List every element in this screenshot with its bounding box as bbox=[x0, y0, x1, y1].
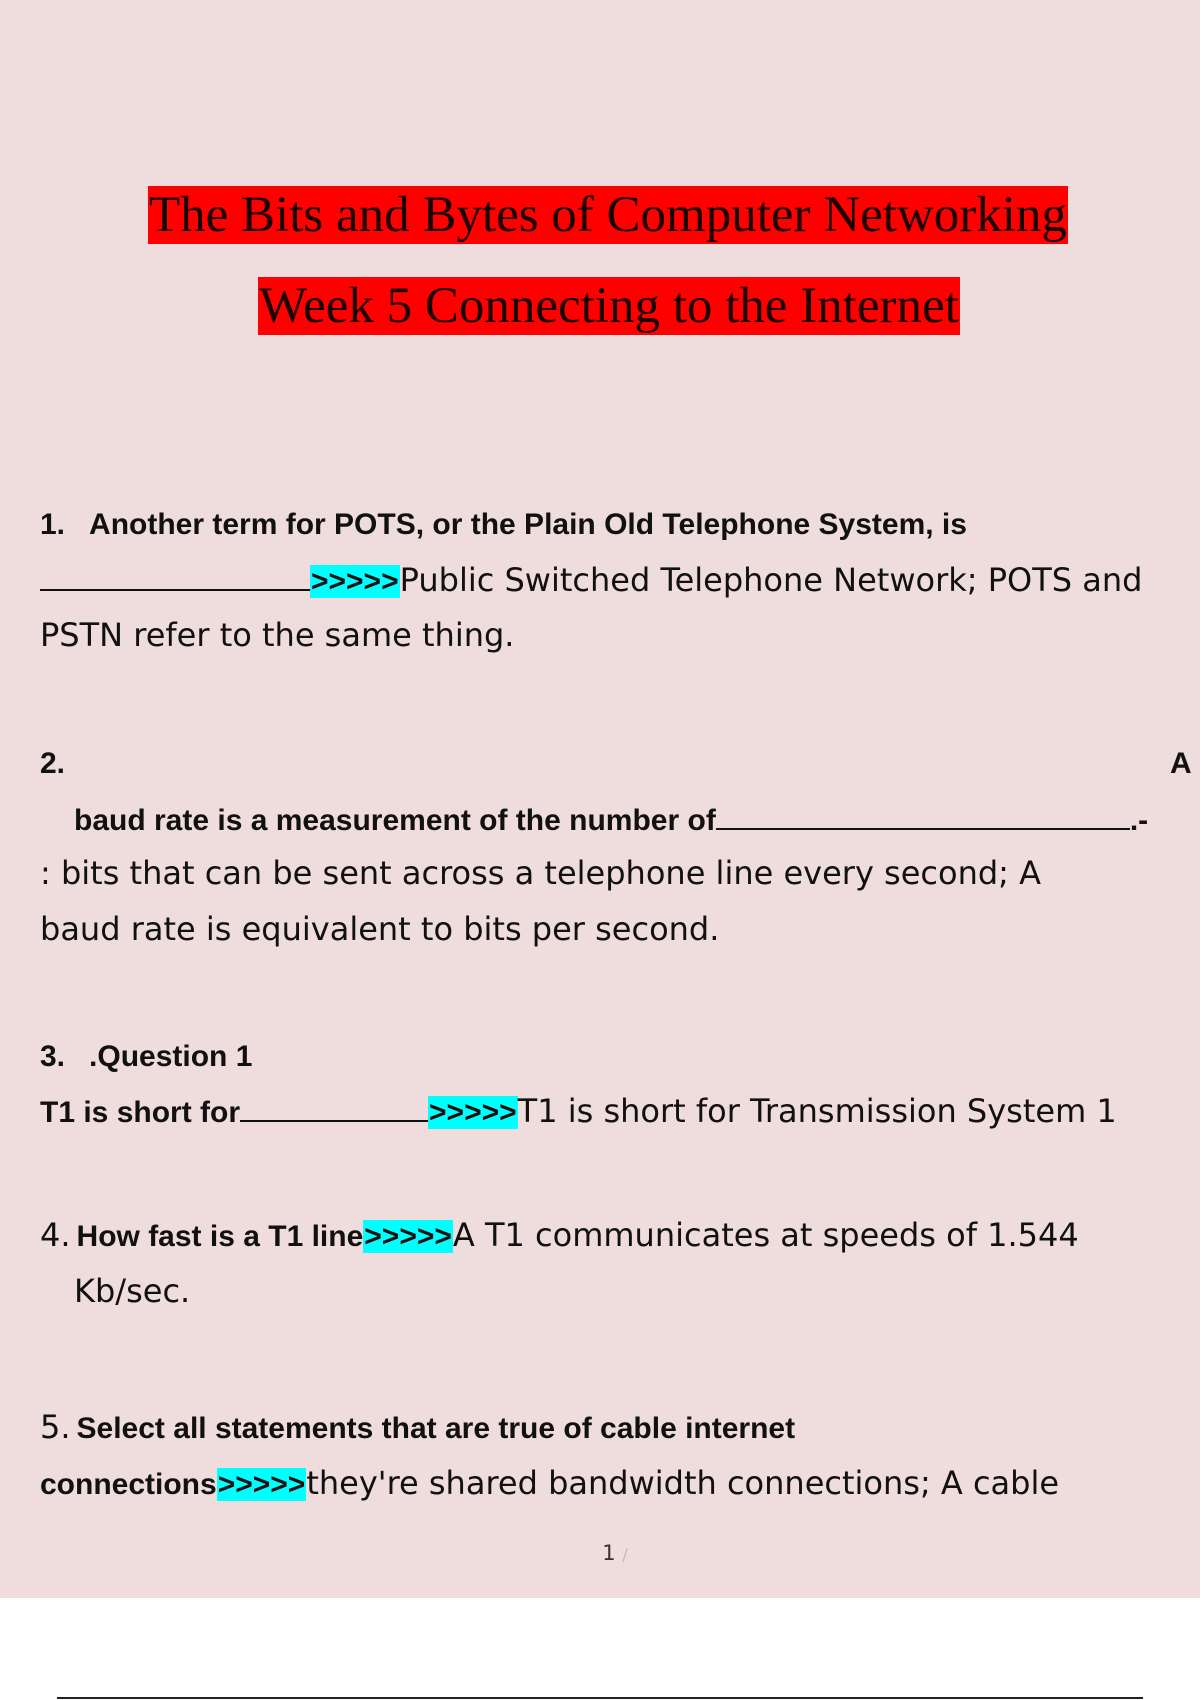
question-text: How fast is a T1 line bbox=[76, 1220, 364, 1253]
answer-2-continued bbox=[40, 909, 719, 949]
answer-arrow: >>>>> bbox=[429, 1096, 517, 1129]
page-separator: / bbox=[622, 1545, 628, 1564]
answer-arrow: >>>>> bbox=[364, 1220, 452, 1253]
answer-text: T1 is short for Transmission System 1 bbox=[517, 1092, 1117, 1130]
answer-arrow: >>>>> bbox=[217, 1468, 306, 1501]
document-subtitle: Week 5 Connecting to the Internet bbox=[259, 278, 959, 334]
question-1 bbox=[40, 503, 967, 545]
answer-text: Public Switched Telephone Network; POTS and bbox=[399, 561, 1143, 599]
question-number: 5. bbox=[40, 1408, 71, 1446]
question-text: Another term for POTS, or the Plain Old Telephone System, is bbox=[89, 508, 967, 541]
answer-text: A T1 communicates at speeds of 1.544 bbox=[452, 1216, 1079, 1254]
page-number: 1 / bbox=[602, 1541, 628, 1565]
answer-arrow: >>>>> bbox=[311, 565, 399, 598]
question-number: 4. bbox=[40, 1216, 71, 1254]
answer-text: PSTN refer to the same thing. bbox=[40, 616, 515, 654]
answer-text: Kb/sec. bbox=[74, 1272, 191, 1310]
answer-text: : bits that can be sent across a telephone line every second; A bbox=[40, 854, 1042, 892]
answer-blank bbox=[716, 798, 1130, 830]
question-text: T1 is short for bbox=[40, 1096, 241, 1129]
question-text: baud rate is a measurement of the number of bbox=[74, 804, 716, 837]
question-text: Select all statements that are true of cable internet bbox=[76, 1412, 796, 1445]
question-number: 2. bbox=[40, 747, 66, 780]
answer-2-line bbox=[40, 853, 1041, 893]
question-3-heading bbox=[40, 1035, 252, 1077]
question-trail: .- bbox=[1129, 804, 1149, 837]
answer-text: they're shared bandwidth connections; A cable bbox=[306, 1464, 1060, 1502]
footer-divider bbox=[57, 1697, 1143, 1699]
question-4 bbox=[40, 1215, 1079, 1257]
document-title: The Bits and Bytes of Computer Networking bbox=[149, 187, 1067, 243]
answer-blank bbox=[40, 559, 310, 591]
question-number: 3. bbox=[40, 1040, 66, 1073]
question-heading: .Question 1 bbox=[89, 1040, 253, 1073]
question-5-continued bbox=[40, 1463, 1059, 1505]
answer-text: baud rate is equivalent to bits per second. bbox=[40, 910, 720, 948]
question-2-number-line bbox=[40, 742, 65, 784]
answer-4-continued bbox=[74, 1271, 190, 1311]
question-number: 1. bbox=[40, 508, 66, 541]
question-3 bbox=[40, 1090, 1117, 1133]
question-2 bbox=[74, 798, 1148, 841]
question-5 bbox=[40, 1407, 795, 1449]
question-2-right-letter: A bbox=[1170, 747, 1192, 780]
answer-blank bbox=[240, 1090, 428, 1122]
answer-1-continued bbox=[40, 615, 514, 655]
answer-1-line bbox=[40, 559, 1142, 602]
question-text: connections bbox=[40, 1468, 217, 1501]
